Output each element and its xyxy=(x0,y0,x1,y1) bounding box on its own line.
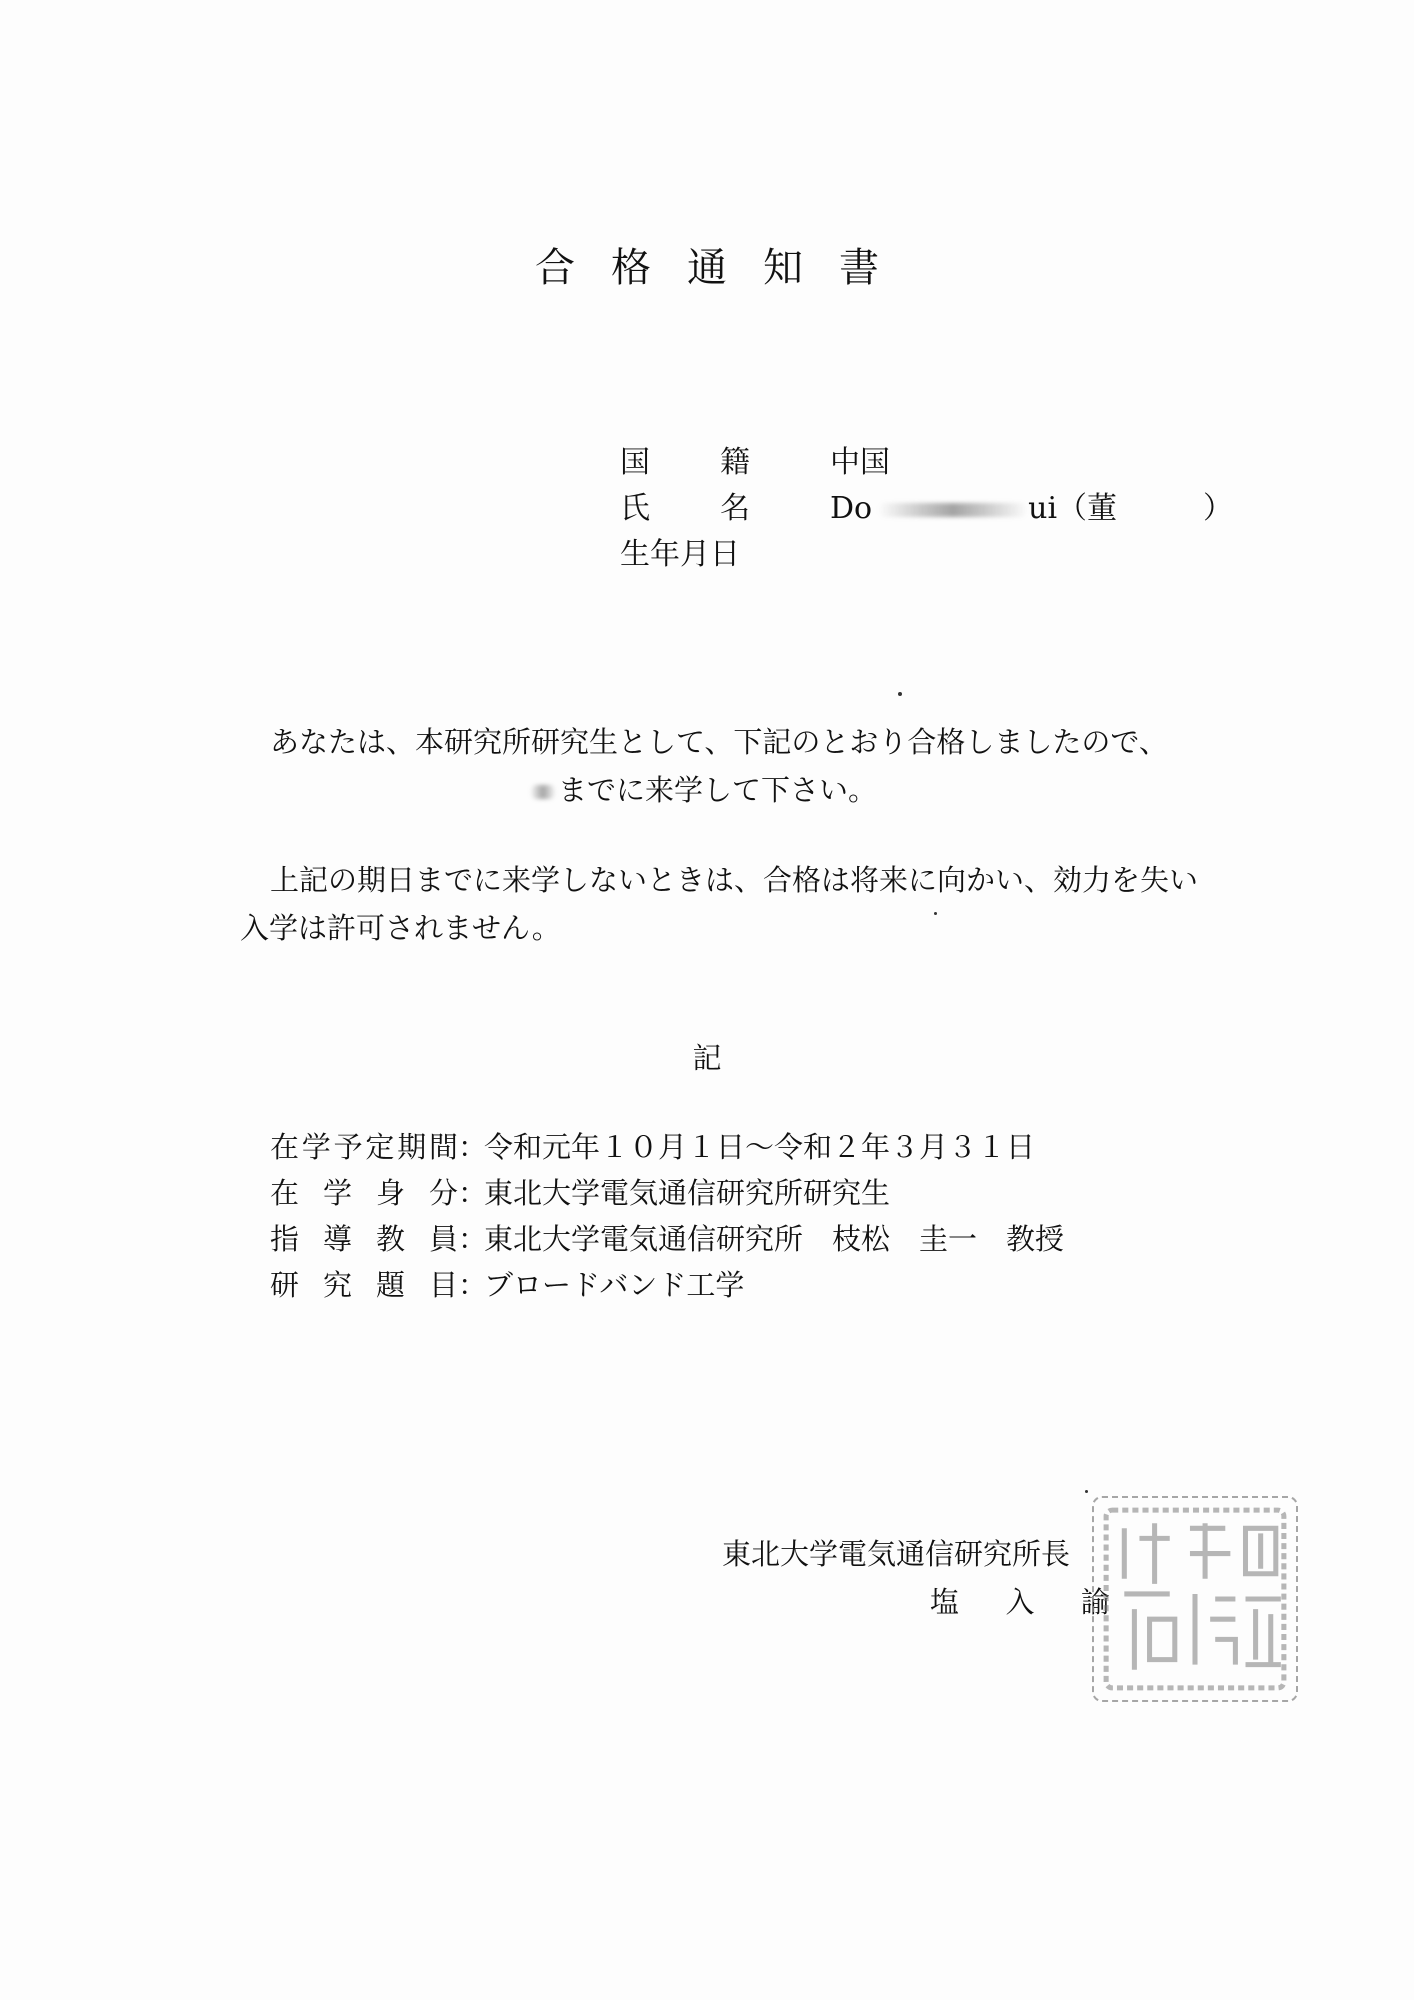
detail-label-char: 目 xyxy=(428,1268,458,1302)
detail-label-char: 導 xyxy=(322,1222,352,1256)
detail-label-char: 身 xyxy=(375,1176,405,1210)
signature-name-char: 入 xyxy=(1005,1585,1035,1619)
signature-title: 東北大学電気通信研究所長 xyxy=(722,1537,1071,1571)
dob-row xyxy=(620,532,1233,578)
detail-label-char: 指 xyxy=(270,1222,300,1256)
nationality-label xyxy=(620,440,750,486)
nationality-value: 中国 xyxy=(830,445,890,480)
detail-value: ブロードバンド工学 xyxy=(484,1268,745,1302)
detail-value: 令和元年１０月１日～令和２年３月３１日 xyxy=(484,1130,1036,1164)
body-line-2: までに来学して下さい。 xyxy=(558,773,878,807)
detail-label-char: 在 xyxy=(270,1130,300,1164)
detail-label-char: 題 xyxy=(375,1268,405,1302)
redacted-date-blur xyxy=(530,785,556,799)
signature-name-char: 塩 xyxy=(930,1585,960,1619)
document-title: 合格通知書 xyxy=(535,245,915,291)
name-latin-end: ui（董 xyxy=(1028,491,1118,526)
name-latin-start: Do xyxy=(830,491,873,526)
nationality-label-char: 籍 xyxy=(720,445,750,480)
signature-name-char: 諭 xyxy=(1080,1585,1110,1619)
detail-colon: ： xyxy=(458,1222,488,1256)
detail-label-char: 予 xyxy=(333,1130,363,1164)
detail-row xyxy=(270,1262,1064,1308)
nationality-label-char: 国 xyxy=(620,445,650,480)
detail-label-char: 定 xyxy=(365,1130,395,1164)
signature-name xyxy=(930,1580,1110,1621)
detail-row xyxy=(270,1124,1064,1170)
detail-label-char: 研 xyxy=(270,1268,300,1302)
detail-colon: ： xyxy=(458,1130,488,1164)
nationality-row xyxy=(620,440,1233,486)
redacted-name-blur xyxy=(878,503,1028,517)
detail-label-char: 学 xyxy=(301,1130,331,1164)
detail-label-char: 分 xyxy=(428,1176,458,1210)
detail-colon: ： xyxy=(458,1268,488,1302)
detail-value: 東北大学電気通信研究所研究生 xyxy=(484,1176,891,1210)
paper-speck xyxy=(898,692,902,696)
detail-row xyxy=(270,1216,1064,1262)
paper-speck xyxy=(934,912,937,915)
body-line-1: あなたは、本研究所研究生として、下記のとおり合格しましたので、 xyxy=(270,725,1168,759)
detail-label-char: 間 xyxy=(428,1130,458,1164)
detail-label-char: 員 xyxy=(428,1222,458,1256)
detail-label-char: 教 xyxy=(375,1222,405,1256)
detail-label xyxy=(270,1216,458,1262)
detail-colon: ： xyxy=(458,1176,488,1210)
body-line-2-wrap xyxy=(530,766,877,814)
personal-info-block xyxy=(620,440,1233,578)
record-heading: 記 xyxy=(692,1041,722,1075)
detail-row xyxy=(270,1170,1064,1216)
name-label-char: 名 xyxy=(720,491,750,526)
detail-label-char: 期 xyxy=(397,1130,427,1164)
official-seal-icon xyxy=(1092,1496,1298,1702)
body-line-4: 入学は許可されません。 xyxy=(240,911,561,945)
details-list xyxy=(270,1124,1064,1308)
detail-label xyxy=(270,1170,458,1216)
detail-label-char: 学 xyxy=(322,1176,352,1210)
detail-label-char: 究 xyxy=(322,1268,352,1302)
detail-label xyxy=(270,1124,458,1170)
name-value xyxy=(830,486,1233,532)
paper-speck xyxy=(1085,1490,1088,1493)
name-label-char: 氏 xyxy=(620,491,650,526)
detail-label xyxy=(270,1262,458,1308)
name-close-paren: ） xyxy=(1203,491,1234,526)
detail-label-char: 在 xyxy=(270,1176,300,1210)
detail-value: 東北大学電気通信研究所 枝松 圭一 教授 xyxy=(484,1222,1065,1256)
name-label xyxy=(620,486,750,532)
name-row xyxy=(620,486,1233,532)
body-line-3: 上記の期日までに来学しないときは、合格は将来に向かい、効力を失い xyxy=(270,863,1199,897)
dob-label: 生年月日 xyxy=(620,537,740,572)
